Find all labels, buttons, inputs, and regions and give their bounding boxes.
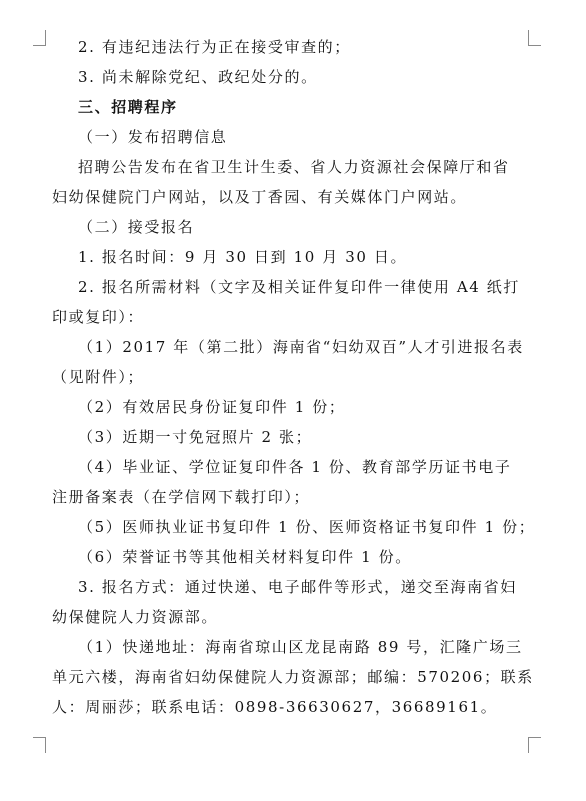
text-line: （2）有效居民身份证复印件 1 份； xyxy=(78,398,346,416)
crop-mark-top-right xyxy=(528,30,529,46)
text-line: 印或复印）： xyxy=(52,308,145,326)
text-line: 妇幼保健院门户网站，以及丁香园、有关媒体门户网站。 xyxy=(52,188,468,206)
crop-mark-bottom-left xyxy=(45,737,46,753)
crop-mark-bottom-right xyxy=(528,737,529,753)
text-line: 3. 报名方式：通过快递、电子邮件等形式，递交至海南省妇 xyxy=(78,578,517,596)
text-line: 2. 有违纪违法行为正在接受审查的； xyxy=(78,38,351,56)
crop-mark-bottom-right-h xyxy=(528,737,541,738)
text-line: 注册备案表（在学信网下载打印）； xyxy=(52,488,311,506)
text-line: 人：周丽莎；联系电话：0898-36630627，36689161。 xyxy=(52,698,498,716)
subsection-heading: （一）发布招聘信息 xyxy=(78,128,228,146)
text-line: 2. 报名所需材料（文字及相关证件复印件一律使用 A4 纸打 xyxy=(78,278,520,296)
crop-mark-top-left xyxy=(45,30,46,46)
text-line: （1）2017 年（第二批）海南省“妇幼双百”人才引进报名表 xyxy=(78,338,524,356)
crop-mark-top-left-h xyxy=(33,45,46,46)
crop-mark-top-right-h xyxy=(528,45,541,46)
text-line: 幼保健院人力资源部。 xyxy=(52,608,219,626)
crop-mark-bottom-left-h xyxy=(33,737,46,738)
text-line: （6）荣誉证书等其他相关材料复印件 1 份。 xyxy=(78,548,412,566)
text-line: （3）近期一寸免冠照片 2 张； xyxy=(78,428,313,446)
text-line: 3. 尚未解除党纪、政纪处分的。 xyxy=(78,68,318,86)
text-line: （4）毕业证、学位证复印件各 1 份、教育部学历证书电子 xyxy=(78,458,512,476)
text-line: （见附件）； xyxy=(52,368,145,386)
section-heading: 三、招聘程序 xyxy=(78,98,178,116)
text-line: 招聘公告发布在省卫生计生委、省人力资源社会保障厅和省 xyxy=(78,158,510,176)
text-line: （5）医师执业证书复印件 1 份、医师资格证书复印件 1 份； xyxy=(78,518,536,536)
text-line: 单元六楼，海南省妇幼保健院人力资源部；邮编：570206；联系 xyxy=(52,668,534,686)
text-line: 1. 报名时间：9 月 30 日到 10 月 30 日。 xyxy=(78,248,408,266)
subsection-heading: （二）接受报名 xyxy=(78,218,195,236)
text-line: （1）快递地址：海南省琼山区龙昆南路 89 号，汇隆广场三 xyxy=(78,638,523,656)
